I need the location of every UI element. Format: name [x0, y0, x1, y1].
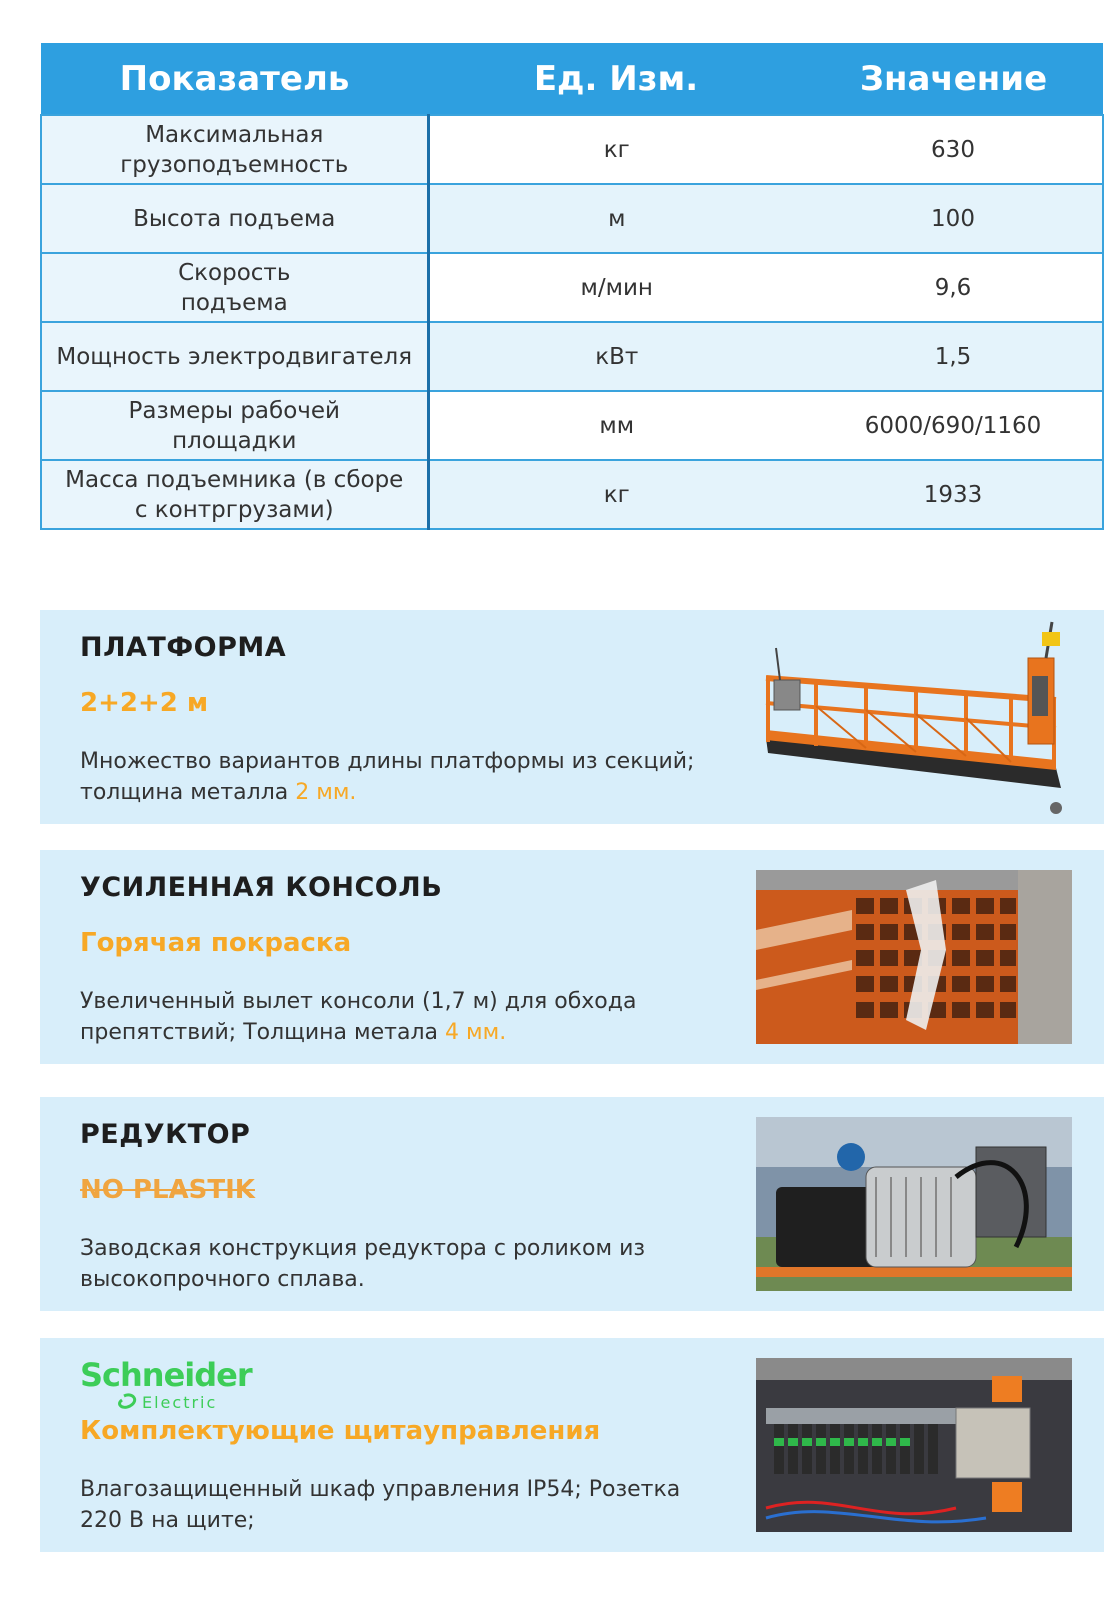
row-param: Мощность электродвигателя	[41, 322, 428, 391]
table-row	[41, 253, 1103, 322]
spec-table	[40, 43, 1104, 530]
card-subtitle: Комплектующие щитауправления	[80, 1416, 601, 1446]
row-param: Скорость подъема	[41, 253, 428, 322]
card-description: Множество вариантов длины платформы из секций; толщина металла 2 мм.	[80, 749, 695, 805]
card-description: Влагозащищенный шкаф управления IP54; Розетка 220 В на щите;	[80, 1477, 681, 1533]
card-gearbox	[40, 1097, 1104, 1311]
row-unit: мм	[428, 391, 804, 460]
card-subtitle: NO PLASTIK	[80, 1175, 255, 1205]
svg-text:Schneider: Schneider	[80, 1356, 252, 1394]
table-row	[41, 322, 1103, 391]
row-value: 100	[804, 184, 1103, 253]
row-unit: м/мин	[428, 253, 804, 322]
table-row	[41, 115, 1103, 184]
card-description: Заводская конструкция редуктора с роликом из высокопрочного сплава.	[80, 1236, 646, 1292]
row-param: Размеры рабочей площадки	[41, 391, 428, 460]
card-control-panel	[40, 1338, 1104, 1552]
gearbox-photo	[756, 1117, 1072, 1291]
svg-text:Electric: Electric	[142, 1393, 218, 1412]
row-param: Высота подъема	[41, 184, 428, 253]
header-value: Значение	[804, 43, 1103, 115]
row-unit: м	[428, 184, 804, 253]
card-subtitle: Горячая покраска	[80, 928, 352, 958]
card-title: УСИЛЕННАЯ КОНСОЛЬ	[80, 872, 443, 903]
row-unit: кг	[428, 460, 804, 529]
control-panel-photo	[756, 1358, 1072, 1532]
highlight-thickness: 2 мм.	[295, 780, 357, 805]
row-param: Максимальная грузоподъемность	[41, 115, 428, 184]
card-platform	[40, 610, 1104, 824]
row-unit: кг	[428, 115, 804, 184]
highlight-thickness: 4 мм.	[445, 1020, 507, 1045]
table-header-row	[41, 43, 1103, 115]
row-value: 6000/690/1160	[804, 391, 1103, 460]
schneider-electric-logo	[80, 1352, 290, 1414]
header-parameter: Показатель	[41, 43, 428, 115]
table-row	[41, 460, 1103, 529]
table-row	[41, 391, 1103, 460]
console-beams-photo	[756, 870, 1072, 1044]
table-row	[41, 184, 1103, 253]
card-subtitle: 2+2+2 м	[80, 688, 209, 718]
header-unit: Ед. Изм.	[428, 43, 804, 115]
row-unit: кВт	[428, 322, 804, 391]
card-title: ПЛАТФОРМА	[80, 632, 287, 663]
row-value: 9,6	[804, 253, 1103, 322]
row-value: 1933	[804, 460, 1103, 529]
row-param: Масса подъемника (в сборе с контргрузами)	[41, 460, 428, 529]
card-console	[40, 850, 1104, 1064]
platform-photo	[756, 618, 1072, 818]
card-description: Увеличенный вылет консоли (1,7 м) для обхода препятствий; Толщина метала 4 мм.	[80, 989, 637, 1045]
row-value: 1,5	[804, 322, 1103, 391]
row-value: 630	[804, 115, 1103, 184]
card-title: РЕДУКТОР	[80, 1119, 251, 1150]
